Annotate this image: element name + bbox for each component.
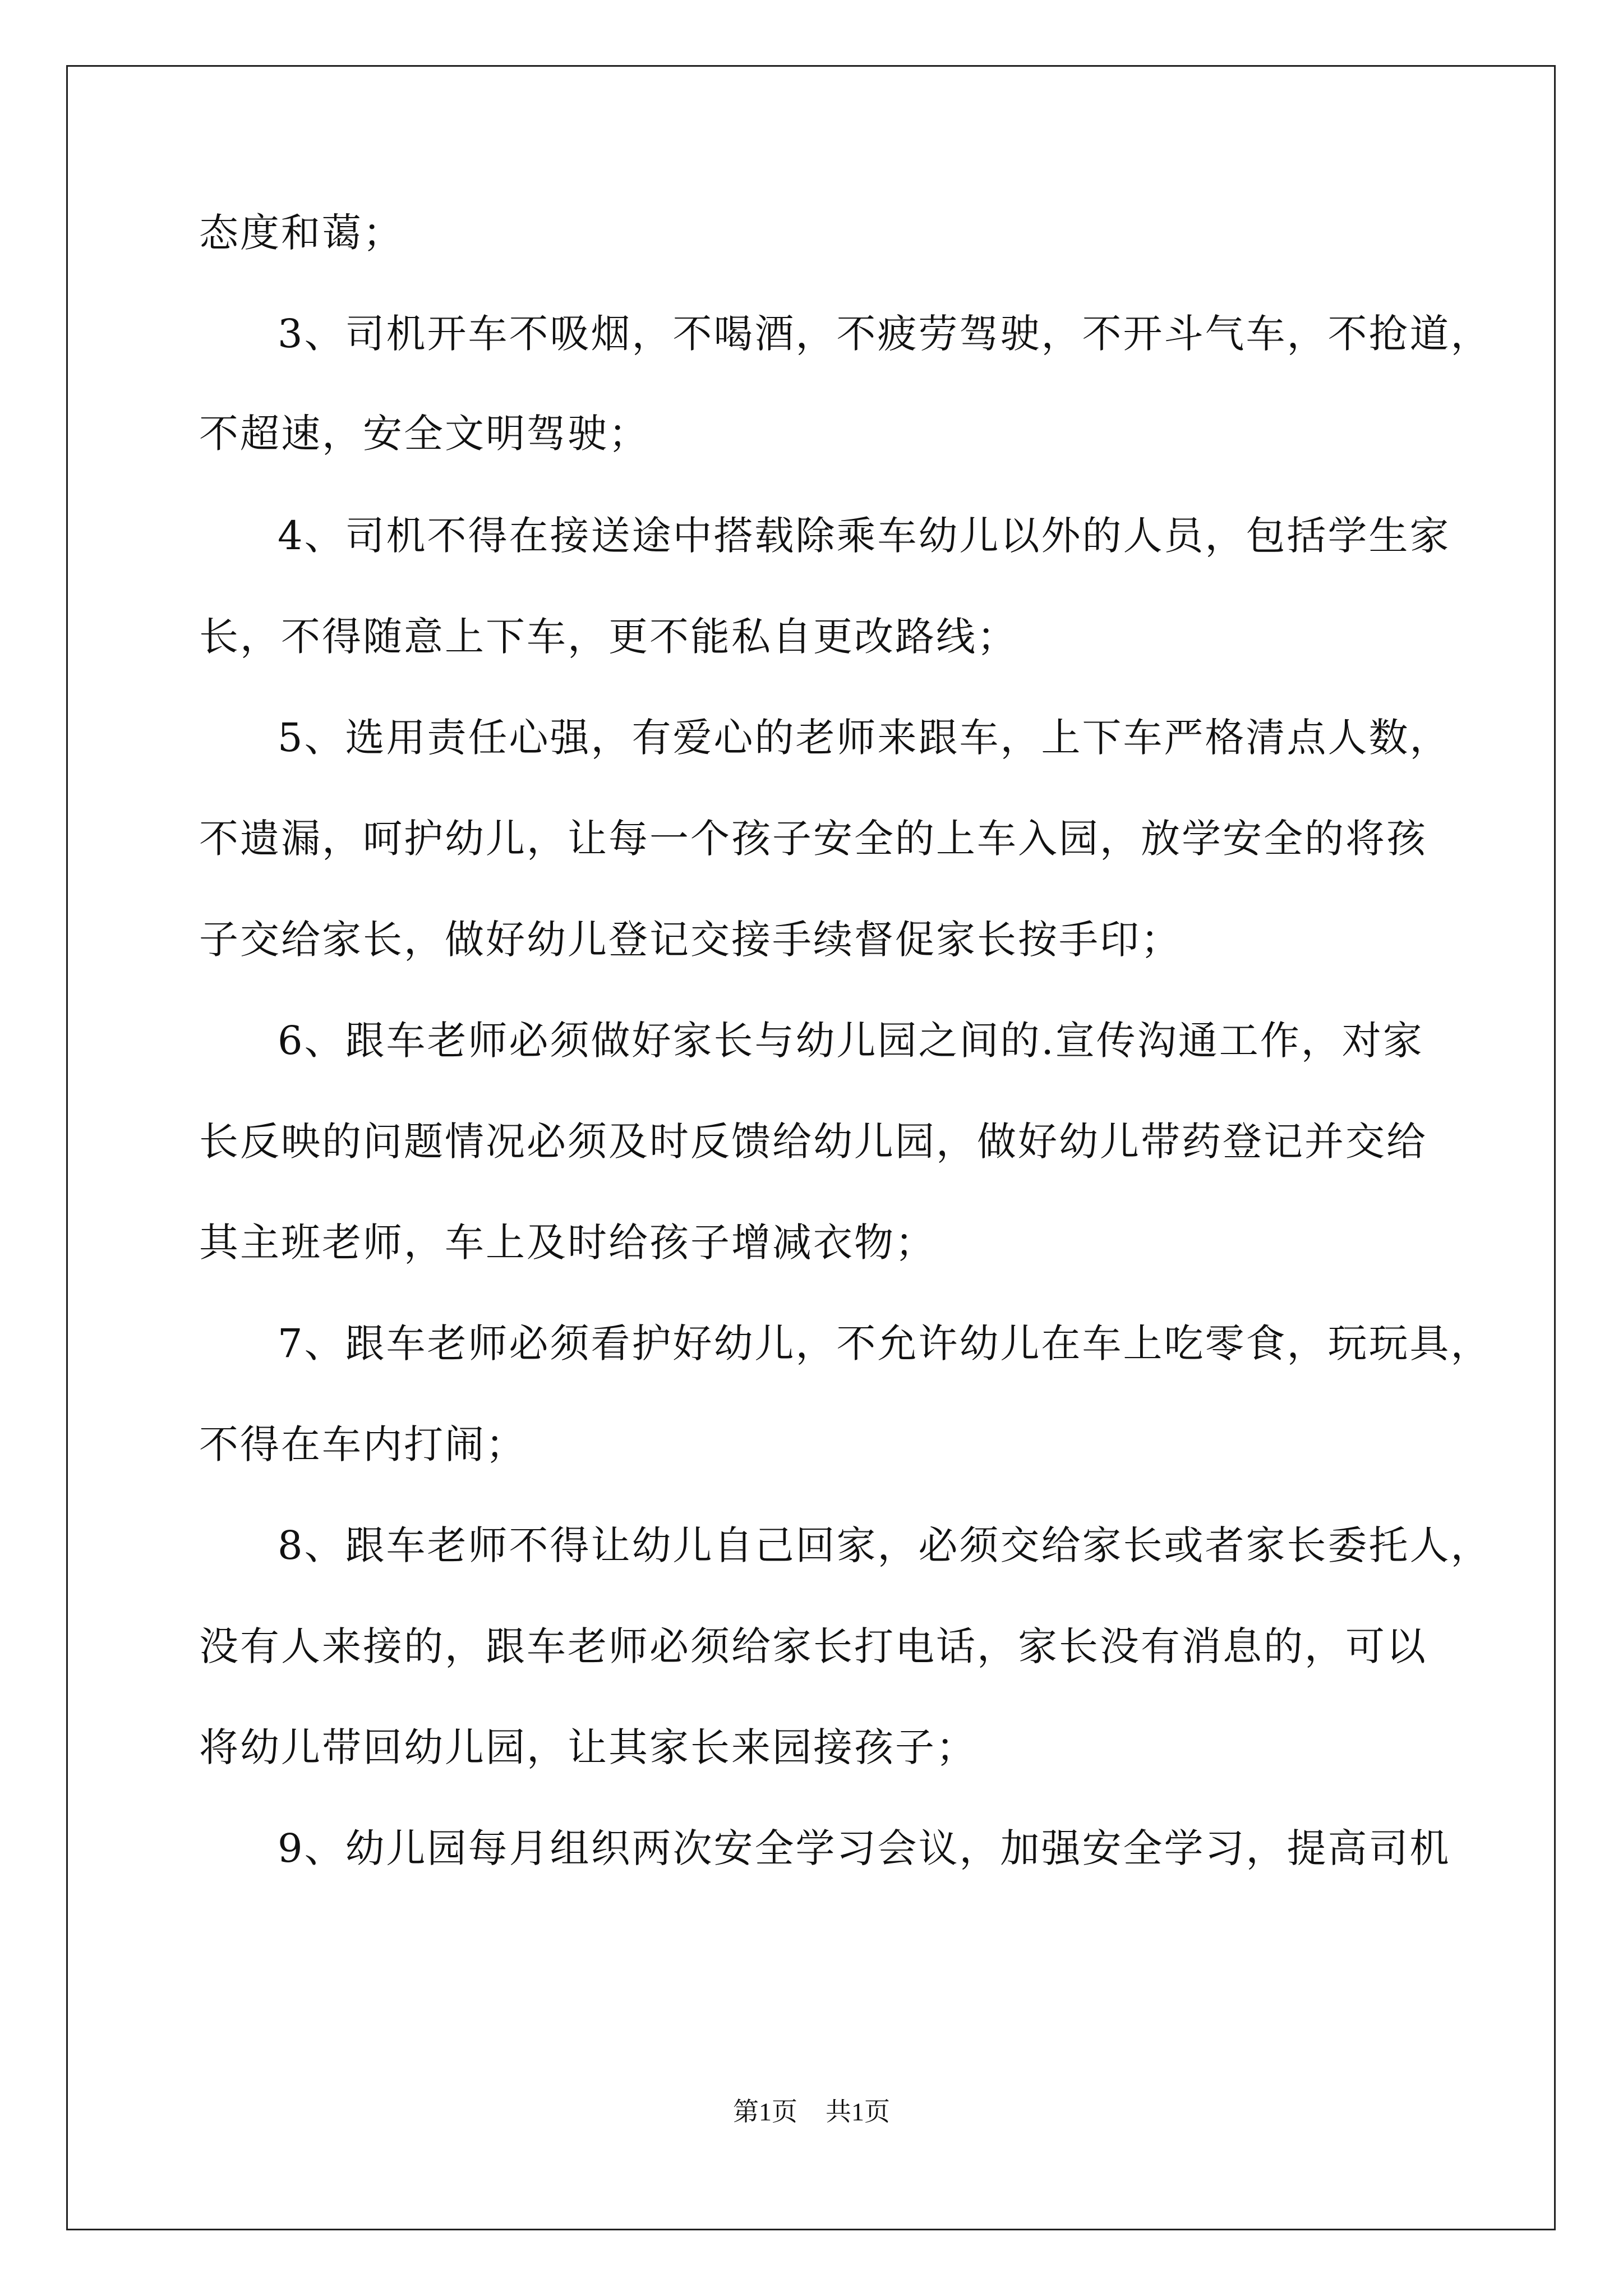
page-number: 第1页 xyxy=(733,2097,797,2126)
text-line: 4、司机不得在接送途中搭载除乘车幼儿以外的人员，包括学生家 xyxy=(278,513,1451,559)
text-line: 没有人来接的，跟车老师必须给家长打电话，家长没有消息的，可以 xyxy=(199,1623,1427,1669)
text-line: 3、司机开车不吸烟，不喝酒，不疲劳驾驶，不开斗气车，不抢道， xyxy=(278,311,1492,357)
text-line: 不遗漏，呵护幼儿，让每一个孩子安全的上车入园，放学安全的将孩 xyxy=(199,816,1427,862)
text-line: 不超速，安全文明驾驶； xyxy=(199,411,649,457)
text-line: 其主班老师，车上及时给孩子增减衣物； xyxy=(199,1220,936,1266)
page-total: 共1页 xyxy=(826,2097,890,2126)
text-line: 5、选用责任心强，有爱心的老师来跟车，上下车严格清点人数， xyxy=(278,715,1451,761)
text-line: 8、跟车老师不得让幼儿自己回家，必须交给家长或者家长委托人， xyxy=(278,1522,1492,1568)
page-footer xyxy=(0,2095,1623,2129)
text-line: 将幼儿带回幼儿园，让其家长来园接孩子； xyxy=(199,1724,977,1770)
text-line: 态度和蔼； xyxy=(199,210,404,256)
text-line: 不得在车内打闹； xyxy=(199,1421,527,1467)
text-line: 9、幼儿园每月组织两次安全学习会议，加强安全学习，提高司机 xyxy=(278,1825,1451,1871)
text-line: 7、跟车老师必须看护好幼儿，不允许幼儿在车上吃零食，玩玩具， xyxy=(278,1320,1492,1366)
text-line: 长反映的问题情况必须及时反馈给幼儿园，做好幼儿带药登记并交给 xyxy=(199,1119,1427,1165)
text-line: 长，不得随意上下车，更不能私自更改路线； xyxy=(199,614,1018,660)
text-line: 子交给家长，做好幼儿登记交接手续督促家长按手印； xyxy=(199,917,1182,963)
text-line: 6、跟车老师必须做好家长与幼儿园之间的.宣传沟通工作，对家 xyxy=(278,1018,1424,1064)
